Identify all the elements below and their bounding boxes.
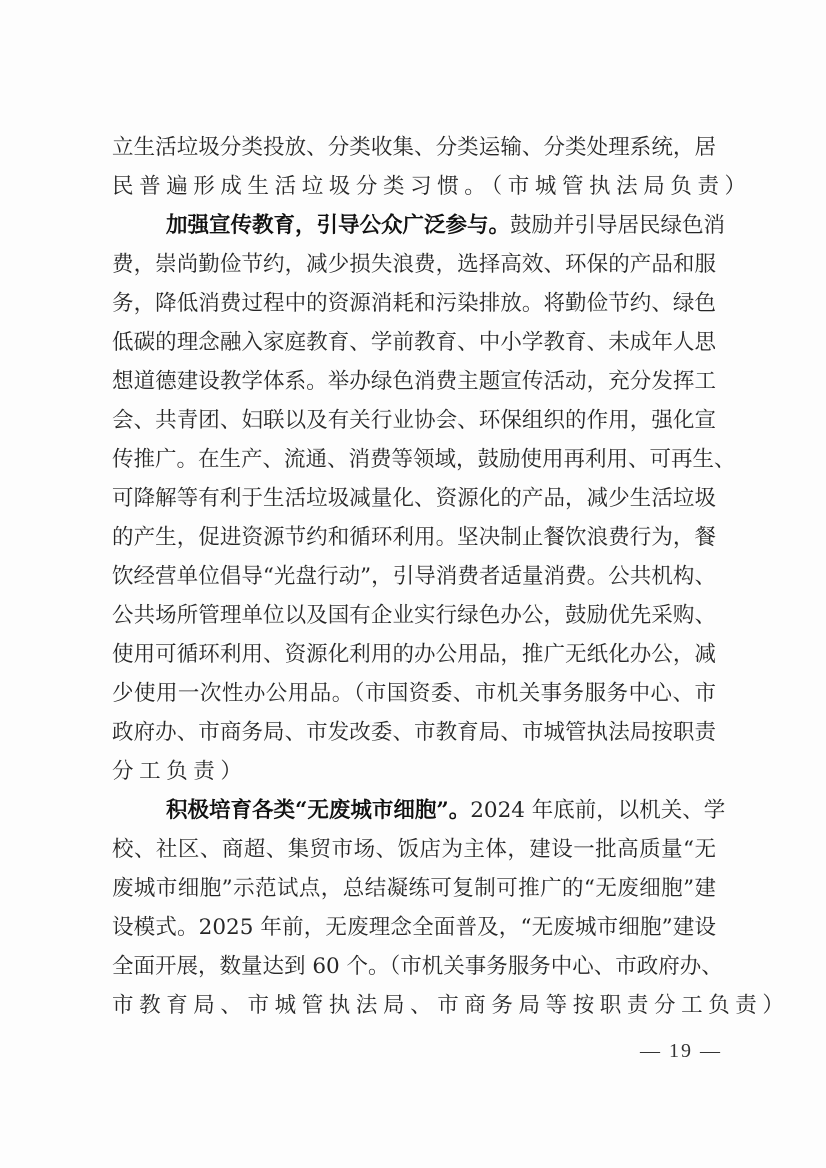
text-line: [112, 674, 716, 713]
line-text: 公共场所管理单位以及国有企业实行绿色办公，鼓励优先采购、: [112, 603, 716, 628]
line-text: 鼓励并引导居民绿色消: [510, 213, 726, 238]
text-line: [112, 440, 736, 479]
line-text: 使用可循环利用、资源化利用的办公用品，推广无纸化办公，减: [112, 642, 716, 667]
line-text: 低碳的理念融入家庭教育、学前教育、中小学教育、未成年人思: [112, 330, 716, 355]
text-line: [112, 518, 716, 557]
text-line: [112, 167, 752, 206]
text-line: [112, 401, 716, 440]
text-line: [112, 323, 716, 362]
line-text: 务，降低消费过程中的资源消耗和污染排放。将勤俭节约、绿色: [112, 291, 716, 316]
text-line: [112, 206, 726, 245]
text-line: [112, 908, 716, 947]
text-line: [112, 986, 790, 1025]
text-line: [112, 869, 716, 908]
line-text: 饮经营单位倡导“光盘行动”，引导消费者适量消费。公共机构、: [112, 564, 716, 589]
line-text: 政府办、市商务局、市发改委、市教育局、市城管执法局按职责: [112, 720, 716, 745]
text-line: [112, 713, 716, 752]
line-text: 可降解等有利于生活垃圾减量化、资源化的产品，减少生活垃圾: [112, 486, 716, 511]
line-text: 立生活垃圾分类投放、分类收集、分类运输、分类处理系统，居: [112, 135, 716, 160]
line-text: 少使用一次性办公用品。（市国资委、市机关事务服务中心、市: [112, 681, 716, 706]
text-line: [112, 245, 716, 284]
text-line: [112, 479, 716, 518]
text-line: [112, 791, 726, 830]
body-text: [112, 128, 790, 1025]
text-line: [112, 830, 716, 869]
line-text: 全面开展，数量达到 60 个。（市机关事务服务中心、市政府办、: [112, 954, 723, 979]
line-text: 设模式。2025 年前，无废理念全面普及，“无废城市细胞”建设: [112, 915, 716, 940]
text-line: [112, 362, 716, 401]
line-text: 分工负责）: [112, 759, 248, 784]
text-line: [112, 557, 716, 596]
line-text: 传推广。在生产、流通、消费等领域，鼓励使用再利用、可再生、: [112, 447, 736, 472]
page-number: — 19 —: [640, 1040, 722, 1062]
text-line: [112, 128, 716, 167]
text-line: [112, 596, 716, 635]
text-line: [112, 947, 723, 986]
line-text: 校、社区、商超、集贸市场、饭店为主体，建设一批高质量“无: [112, 837, 716, 862]
line-text: 市教育局、市城管执法局、市商务局等按职责分工负责）: [112, 993, 790, 1018]
paragraph-heading: 加强宣传教育，引导公众广泛参与。: [166, 213, 511, 238]
line-text: 2024 年底前，以机关、学: [470, 798, 726, 823]
paragraph-heading: 积极培育各类“无废城市细胞”。: [166, 798, 471, 823]
line-text: 会、共青团、妇联以及有关行业协会、环保组织的作用，强化宣: [112, 408, 716, 433]
text-line: [112, 752, 716, 791]
line-text: 民普遍形成生活垃圾分类习惯。（市城管执法局负责）: [112, 174, 752, 199]
line-text: 想道德建设教学体系。举办绿色消费主题宣传活动，充分发挥工: [112, 369, 716, 394]
line-text: 废城市细胞”示范试点，总结凝练可复制可推广的“无废细胞”建: [112, 876, 716, 901]
text-line: [112, 284, 716, 323]
text-line: [112, 635, 716, 674]
line-text: 的产生，促进资源节约和循环利用。坚决制止餐饮浪费行为，餐: [112, 525, 716, 550]
line-text: 费，崇尚勤俭节约，减少损失浪费，选择高效、环保的产品和服: [112, 252, 716, 277]
